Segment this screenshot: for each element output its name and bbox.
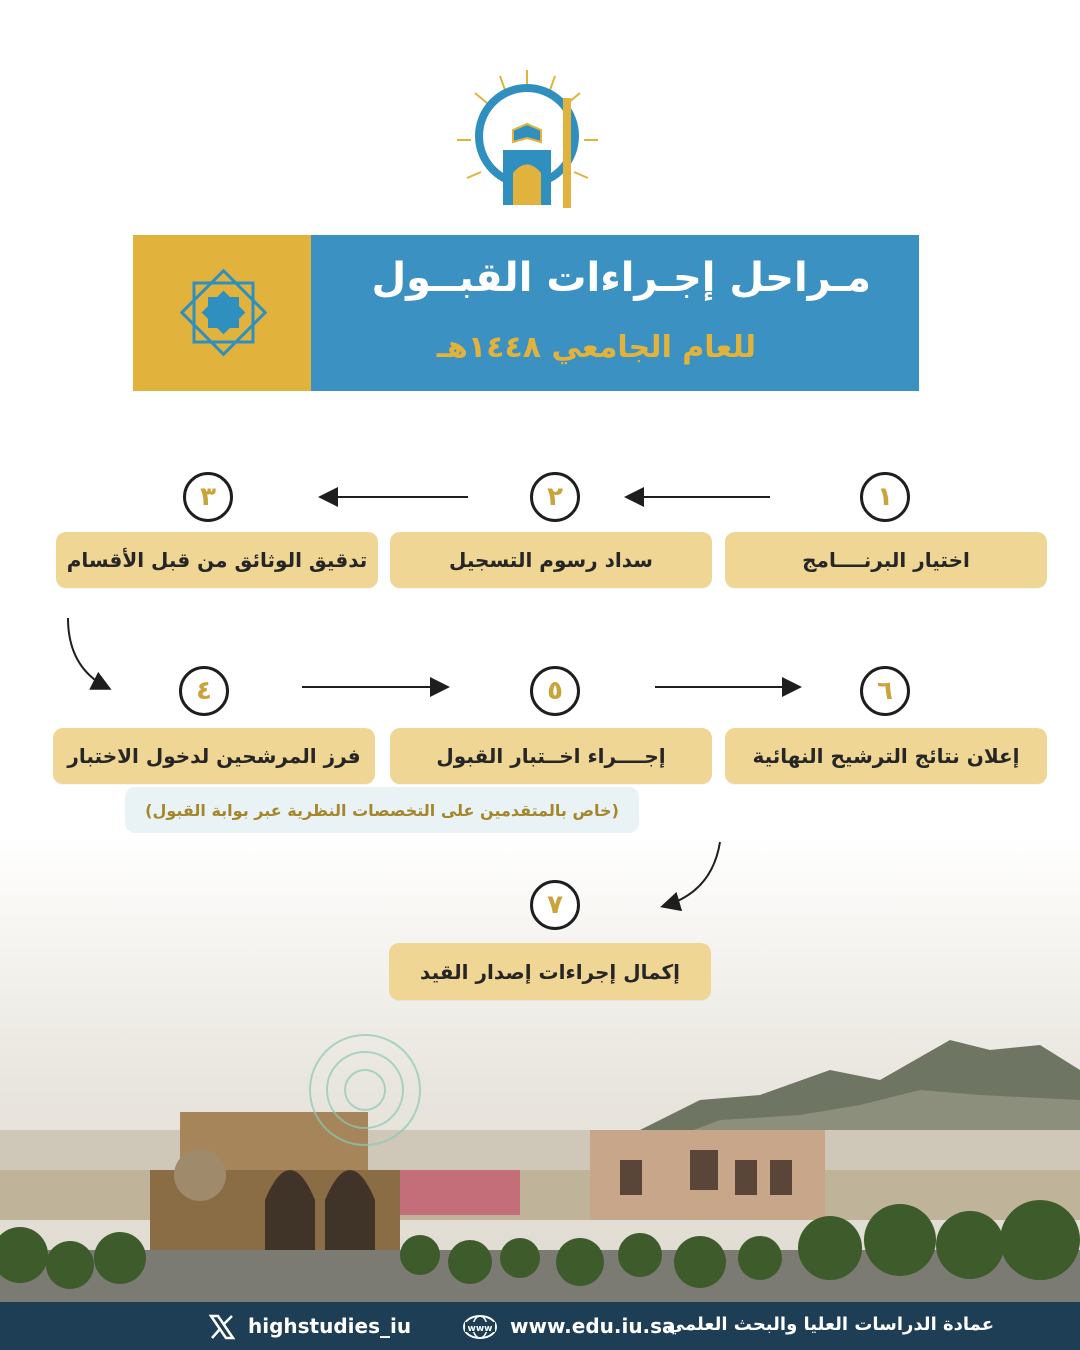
step-7-box [389, 943, 711, 1000]
step-5-box [390, 728, 712, 784]
step-6-number: ٦ [860, 666, 910, 716]
step-3-label: تدقيق الوثائق من قبل الأقسام [66, 548, 368, 572]
svg-text:www: www [467, 1324, 493, 1334]
page-title: مـراحل إجـراءات القبــول [371, 255, 871, 301]
step-4-box [53, 728, 375, 784]
website-link[interactable]: www.edu.iu.sa [510, 1314, 676, 1338]
step-4-label: فرز المرشحين لدخول الاختبار [67, 744, 361, 768]
step-2-label: سداد رسوم التسجيل [449, 548, 653, 572]
page-subtitle: للعام الجامعي ١٤٤٨هـ [436, 330, 756, 365]
arrow-3-to-4 [68, 618, 108, 688]
step-2-number: ٢ [530, 472, 580, 522]
step-4-note: (خاص بالمتقدمين على التخصصات النظرية عبر بوابة القبول) [125, 787, 639, 833]
step-6-label: إعلان نتائج الترشيح النهائية [752, 744, 1020, 768]
step-6-box [725, 728, 1047, 784]
step-4-number: ٤ [179, 666, 229, 716]
footer-dean-name: عمادة الدراسات العليا والبحث العلمي [666, 1314, 994, 1335]
step-7-label: إكمال إجراءات إصدار القيد [420, 959, 680, 984]
step-1-box [725, 532, 1047, 588]
step-1-number: ١ [860, 472, 910, 522]
step-5-number: ٥ [530, 666, 580, 716]
social-handle-link[interactable]: highstudies_iu [248, 1314, 412, 1338]
www-globe-icon [460, 1314, 500, 1340]
step-3-box [56, 532, 378, 588]
arrow-6-to-7 [664, 842, 720, 906]
x-logo-icon [208, 1314, 236, 1340]
step-3-number: ٣ [183, 472, 233, 522]
step-1-label: اختيار البرنــــامج [802, 548, 970, 572]
step-7-number: ٧ [530, 880, 580, 930]
step-5-label: إجــــراء اخــتبار القبول [436, 744, 666, 768]
step-2-box [390, 532, 712, 588]
